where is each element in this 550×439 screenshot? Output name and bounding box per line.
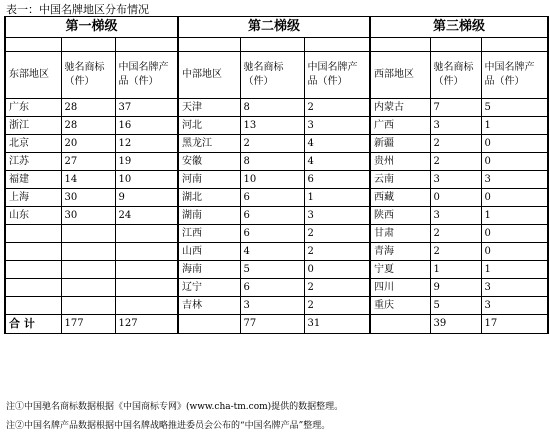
brand-count-cell: 2 — [240, 135, 304, 153]
blank-cell — [240, 38, 304, 52]
table-row — [5, 279, 548, 297]
brand-count-cell: 30 — [61, 189, 115, 207]
region-cell: 贵州 — [370, 153, 430, 171]
region-cell: 新疆 — [370, 135, 430, 153]
region-cell: 四川 — [370, 279, 430, 297]
total-row — [5, 315, 548, 334]
brand-count-cell — [61, 225, 115, 243]
brand-count-header: 驰名商标（件） — [430, 52, 481, 99]
column-header-row — [5, 52, 548, 99]
brand-count-cell: 3 — [430, 207, 481, 225]
table-caption: 表一：中国名牌地区分布情况 — [6, 3, 149, 16]
region-cell: 辽宁 — [178, 279, 240, 297]
product-count-header: 中国名牌产品（件） — [115, 52, 178, 99]
brand-count-cell: 13 — [240, 117, 304, 135]
region-cell: 浙江 — [5, 117, 61, 135]
brand-distribution-table — [4, 16, 549, 334]
region-cell: 吉林 — [178, 297, 240, 315]
region-cell: 天津 — [178, 99, 240, 117]
product-count-cell: 2 — [304, 279, 370, 297]
product-count-cell — [115, 279, 178, 297]
region-cell: 陕西 — [370, 207, 430, 225]
product-count-cell: 1 — [481, 261, 548, 279]
product-count-cell — [115, 243, 178, 261]
footnote-2: 注②中国名牌产品数据根据中国名牌战略推进委员会公布的“中国名牌产品”整理。 — [6, 421, 331, 431]
product-count-cell: 2 — [304, 99, 370, 117]
region-cell: 黑龙江 — [178, 135, 240, 153]
brand-count-cell: 2 — [430, 135, 481, 153]
brand-count-cell: 0 — [430, 189, 481, 207]
blank-cell — [178, 38, 240, 52]
product-count-cell: 5 — [481, 99, 548, 117]
product-count-cell — [115, 225, 178, 243]
product-count-cell — [115, 297, 178, 315]
blank-cell — [5, 38, 61, 52]
brand-count-cell: 1 — [430, 261, 481, 279]
product-count-cell: 1 — [304, 189, 370, 207]
brand-count-cell: 27 — [61, 153, 115, 171]
total-product-count: 17 — [481, 315, 548, 334]
product-count-cell: 19 — [115, 153, 178, 171]
product-count-cell: 3 — [481, 279, 548, 297]
product-count-cell: 12 — [115, 135, 178, 153]
total-product-count: 31 — [304, 315, 370, 334]
region-header: 西部地区 — [370, 52, 430, 99]
region-cell: 江苏 — [5, 153, 61, 171]
table-row — [5, 225, 548, 243]
region-cell: 山西 — [178, 243, 240, 261]
product-count-cell: 0 — [304, 261, 370, 279]
region-cell: 宁夏 — [370, 261, 430, 279]
region-cell: 上海 — [5, 189, 61, 207]
tier-header-row — [5, 17, 548, 38]
brand-count-cell: 2 — [430, 153, 481, 171]
brand-count-cell: 2 — [430, 225, 481, 243]
table-row — [5, 171, 548, 189]
product-count-cell: 9 — [115, 189, 178, 207]
table-row — [5, 207, 548, 225]
brand-count-cell — [61, 261, 115, 279]
region-cell: 福建 — [5, 171, 61, 189]
product-count-cell: 0 — [481, 153, 548, 171]
total-brand-count: 77 — [240, 315, 304, 334]
total-label: 合 计 — [5, 315, 61, 334]
brand-count-cell: 2 — [430, 243, 481, 261]
brand-count-cell — [61, 297, 115, 315]
product-count-cell: 3 — [304, 207, 370, 225]
product-count-cell: 2 — [304, 297, 370, 315]
total-product-count: 127 — [115, 315, 178, 334]
brand-count-cell: 20 — [61, 135, 115, 153]
blank-cell — [481, 38, 548, 52]
tier-3-title: 第三梯级 — [370, 17, 548, 38]
brand-count-cell: 30 — [61, 207, 115, 225]
region-header: 东部地区 — [5, 52, 61, 99]
brand-count-cell: 3 — [240, 297, 304, 315]
table-row — [5, 117, 548, 135]
brand-count-cell — [61, 279, 115, 297]
brand-count-cell: 6 — [240, 189, 304, 207]
region-cell: 广东 — [5, 99, 61, 117]
brand-count-cell: 14 — [61, 171, 115, 189]
region-cell: 湖北 — [178, 189, 240, 207]
product-count-cell: 4 — [304, 135, 370, 153]
region-cell: 甘肃 — [370, 225, 430, 243]
product-count-header: 中国名牌产品（件） — [481, 52, 548, 99]
region-cell — [5, 243, 61, 261]
product-count-cell: 2 — [304, 243, 370, 261]
brand-count-cell: 6 — [240, 225, 304, 243]
product-count-cell: 3 — [304, 117, 370, 135]
region-cell: 重庆 — [370, 297, 430, 315]
brand-count-cell: 3 — [430, 117, 481, 135]
region-header: 中部地区 — [178, 52, 240, 99]
product-count-cell: 24 — [115, 207, 178, 225]
brand-count-header: 驰名商标（件） — [240, 52, 304, 99]
brand-count-cell: 8 — [240, 153, 304, 171]
product-count-cell: 0 — [481, 243, 548, 261]
product-count-header: 中国名牌产品（件） — [304, 52, 370, 99]
total-brand-count: 39 — [430, 315, 481, 334]
region-cell: 广西 — [370, 117, 430, 135]
brand-count-cell: 7 — [430, 99, 481, 117]
spacer-row — [5, 38, 548, 52]
region-cell: 西藏 — [370, 189, 430, 207]
tier-2-title: 第二梯级 — [178, 17, 370, 38]
tier-1-title: 第一梯级 — [5, 17, 178, 38]
product-count-cell: 2 — [304, 225, 370, 243]
region-cell: 河南 — [178, 171, 240, 189]
product-count-cell: 0 — [481, 225, 548, 243]
brand-count-cell: 3 — [430, 171, 481, 189]
total-brand-count: 177 — [61, 315, 115, 334]
product-count-cell: 0 — [481, 135, 548, 153]
product-count-cell: 1 — [481, 117, 548, 135]
table-row — [5, 135, 548, 153]
region-cell: 安徽 — [178, 153, 240, 171]
product-count-cell: 37 — [115, 99, 178, 117]
brand-count-cell: 5 — [430, 297, 481, 315]
blank-cell — [304, 38, 370, 52]
brand-count-cell: 6 — [240, 279, 304, 297]
table-row — [5, 153, 548, 171]
brand-count-cell: 10 — [240, 171, 304, 189]
product-count-cell — [115, 261, 178, 279]
product-count-cell: 10 — [115, 171, 178, 189]
table-row — [5, 189, 548, 207]
product-count-cell: 0 — [481, 189, 548, 207]
region-cell: 青海 — [370, 243, 430, 261]
brand-count-cell: 8 — [240, 99, 304, 117]
product-count-cell: 3 — [481, 297, 548, 315]
brand-count-cell — [61, 243, 115, 261]
region-cell: 湖南 — [178, 207, 240, 225]
region-cell: 内蒙古 — [370, 99, 430, 117]
table-row — [5, 243, 548, 261]
region-cell: 江西 — [178, 225, 240, 243]
region-cell: 山东 — [5, 207, 61, 225]
brand-count-cell: 6 — [240, 207, 304, 225]
blank-cell — [370, 315, 430, 334]
table-row — [5, 297, 548, 315]
blank-cell — [370, 38, 430, 52]
table-row — [5, 99, 548, 117]
blank-cell — [430, 38, 481, 52]
region-cell — [5, 261, 61, 279]
product-count-cell: 6 — [304, 171, 370, 189]
product-count-cell: 4 — [304, 153, 370, 171]
region-cell — [5, 279, 61, 297]
region-cell: 河北 — [178, 117, 240, 135]
brand-count-cell: 9 — [430, 279, 481, 297]
product-count-cell: 1 — [481, 207, 548, 225]
blank-cell — [115, 38, 178, 52]
brand-count-cell: 28 — [61, 117, 115, 135]
table-row — [5, 261, 548, 279]
region-cell — [5, 225, 61, 243]
region-cell: 云南 — [370, 171, 430, 189]
product-count-cell: 3 — [481, 171, 548, 189]
brand-count-cell: 5 — [240, 261, 304, 279]
brand-count-header: 驰名商标（件） — [61, 52, 115, 99]
blank-cell — [178, 315, 240, 334]
region-cell: 北京 — [5, 135, 61, 153]
footnote-1: 注①中国驰名商标数据根据《中国商标专网》(www.cha-tm.com)提供的数据整理。 — [6, 402, 344, 412]
region-cell: 海南 — [178, 261, 240, 279]
blank-cell — [61, 38, 115, 52]
product-count-cell: 16 — [115, 117, 178, 135]
brand-count-cell: 28 — [61, 99, 115, 117]
brand-count-cell: 4 — [240, 243, 304, 261]
region-cell — [5, 297, 61, 315]
